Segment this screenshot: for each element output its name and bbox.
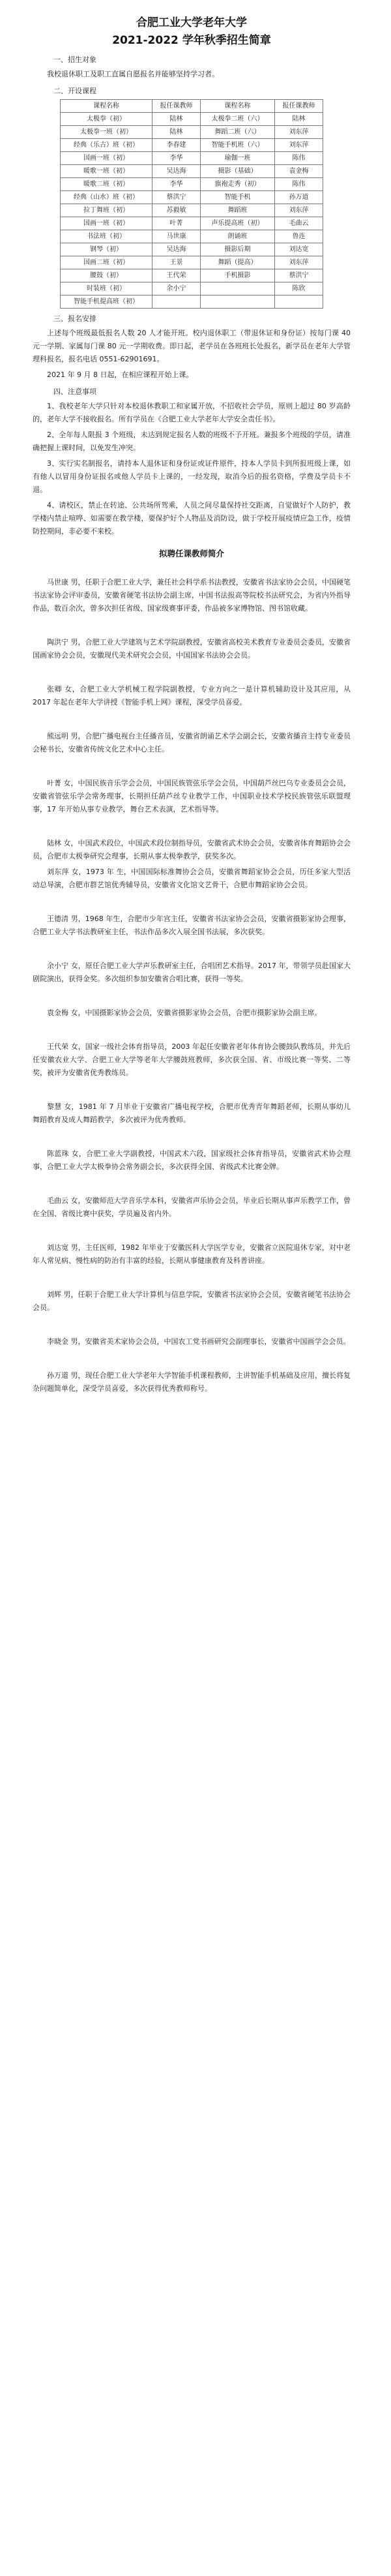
table-cell: 智能手机班（六） — [200, 139, 274, 152]
table-cell: 国画二班（初） — [61, 256, 152, 269]
table-row — [61, 165, 323, 178]
table-cell: 鲁连 — [275, 230, 323, 243]
table-cell — [275, 295, 323, 309]
teacher-bio: 陆林 女，中国武术段位，中国武术段位制指导员，安徽省武术协会会员，安徽省体育舞蹈协会会员，合肥市太极拳研究会理事，长期从事太极拳教学，获奖多次。 — [33, 839, 351, 860]
note-item: 3、实行实名制报名，请持本人退休证和身份证或证件原件，持本人学员卡到所报班级上课，如有他人以冒用身份证报名或他人学员卡上课的，一经发现，取消今后的报名资格，学费及学员卡不退。 — [33, 459, 351, 494]
section-heading-courses: 二、开设课程 — [53, 87, 96, 95]
teacher-bio: 毛曲云 女，安徽师范大学音乐学本科，安徽省声乐协会会员，毕业后长期从事声乐教学工作，曾在全国、省级比赛中获奖，学员遍及省内外。 — [33, 1196, 351, 1218]
table-cell: 叶菁 — [152, 217, 201, 230]
table-cell: 摄影（基础） — [200, 165, 274, 178]
table-cell: 马世康 — [152, 230, 201, 243]
teacher-list — [33, 576, 351, 1395]
table-cell: 智能手机 — [200, 191, 274, 204]
table-cell: 袁金梅 — [275, 165, 323, 178]
table-cell: 舞蹈二班（六） — [200, 126, 274, 139]
table-cell: 经典（乐古）班（初） — [61, 139, 152, 152]
table-cell: 智能手机提高班（初） — [61, 295, 152, 309]
table-cell: 王代荣 — [152, 269, 201, 282]
table-row — [61, 217, 323, 230]
table-row — [61, 295, 323, 309]
enrollment-text-1: 上述每个班级最低报名人数 20 人才能开班。校内退休职工（带退休证和身份证）按每门课 40 元一学期、家属每门课 80 元一学期收费。即日起，老学员在各班班长处报名，新学员在老年大学管理科报名，报名电话 0551-62901691。 — [33, 329, 351, 363]
table-cell: 刘东萍 — [275, 204, 323, 217]
table-cell: 刘东萍 — [275, 256, 323, 269]
table-cell: 李华 — [152, 152, 201, 165]
table-cell — [200, 282, 274, 295]
col-header-teacher-2: 报任课教师 — [275, 100, 323, 113]
table-cell: 李春建 — [152, 139, 201, 152]
table-cell: 瑜伽一班 — [200, 152, 274, 165]
teacher-bio: 刘达宽 男，主任医师，1982 年毕业于安徽医科大学医学专业，安徽省立医院退休专家，对中老年人常见病、慢性病的防治有丰富的经验，长期从事健康教育及科普讲座。 — [33, 1243, 351, 1265]
table-cell: 国画一班（初） — [61, 152, 152, 165]
table-cell: 蔡洪宁 — [152, 191, 201, 204]
table-cell: 钢琴（初） — [61, 243, 152, 256]
table-cell — [152, 295, 201, 309]
teacher-bio: 陈蓝珠 女，合肥工业大学副教授，中国武术六段，国家级社会体育指导员，安徽省武术协会理事，合肥工业大学太极拳协会常务副会长，多次获得全国、省级武术比赛金牌。 — [33, 1149, 351, 1171]
table-row — [61, 256, 323, 269]
table-cell: 时装班（初） — [61, 282, 152, 295]
col-header-teacher: 报任课教师 — [152, 100, 201, 113]
table-cell: 舞蹈（提高） — [200, 256, 274, 269]
table-cell: 李华 — [152, 178, 201, 191]
teacher-bio: 刘东萍 女，1973 年 生，中国国际标准舞协会会员，安徽省舞蹈家协会会员，历任多家大型活动总导演，合肥市群艺馆优秀辅导员，安徽省文化馆文艺骨干，合肥市舞蹈家协会会员。 — [33, 868, 351, 889]
table-cell: 舞蹈班 — [200, 204, 274, 217]
table-row — [61, 282, 323, 295]
teacher-bio: 王代荣 女，国家一级社会体育指导员，2003 年起任安徽省老年体育协会腰鼓队教练员，并先后任安徽农业大学、合肥工业大学等老年大学腰鼓班教师，多次获全国、省、市级比赛一等奖、二等奖，被评为安徽省优秀教练员。 — [33, 1042, 351, 1077]
teacher-bio: 叶菁 女，中国民族音乐学会会员，中国民族管弦乐学会会员，中国葫芦丝巴乌专业委员会会员，安徽省管弦乐学会常务理事，长期担任葫芦丝专业教学工作，中国职业技术学校民族管弦乐联盟理事，17 年开始从事专业教学，舞台艺术表演，艺术指导等。 — [33, 779, 351, 813]
table-row — [61, 152, 323, 165]
teacher-bio: 王德清 男，1968 年生，合肥市少年宫主任，安徽省书法家协会会员，安徽省摄影家协会理事，合肥工业大学书法教研室主任，书法作品多次入展全国书法展，多次获奖。 — [33, 915, 351, 936]
table-cell: 声乐提高班（初） — [200, 217, 274, 230]
col-header-course-name-2: 课程名称 — [200, 100, 274, 113]
table-cell: 太极拳一班（初） — [61, 126, 152, 139]
course-table — [60, 99, 323, 309]
teacher-bio: 熊远明 男，合肥广播电视台主任播音员，安徽省朗诵艺术学会副会长，安徽省播音主持专业委员会秘书长，安徽省传统文化艺术中心主任。 — [33, 732, 351, 753]
table-cell: 摄影后期 — [200, 243, 274, 256]
table-row — [61, 230, 323, 243]
teacher-bio: 黎慧 女，1981 年 7 月毕业于安徽省广播电视学校，合肥市优秀青年舞蹈老师，长期从事幼儿舞蹈教育及成人舞蹈教学，多次被评为优秀教师。 — [33, 1102, 351, 1124]
table-cell: 拉丁舞班（初） — [61, 204, 152, 217]
table-row — [61, 204, 323, 217]
course-table-header-row — [61, 100, 323, 113]
table-row — [61, 269, 323, 282]
table-cell: 刘达宽 — [275, 243, 323, 256]
table-cell: 太极拳（初） — [61, 113, 152, 126]
note-item: 2、全年每人限报 3 个班级，未达到规定报名人数的班级不予开班。兼报多个班级的学员，请准确把握上课时间，以免发生冲突。 — [33, 431, 351, 452]
table-cell: 陆林 — [275, 113, 323, 126]
table-cell: 经典（山水）班（初） — [61, 191, 152, 204]
teacher-bio: 马世康 男，任职于合肥工业大学，兼任社会科学系书法教授，安徽省书法家协会会员，中国硬笔书法家协会评审委员，安徽省硬笔书法协会副主席，中国书法报高等院校书法研究会，为省内外指导作品，数百余次，曾多次担任省级、国家级赛事评委，作品被多家博物馆、图书馆收藏。 — [33, 578, 351, 613]
table-cell: 刘东萍 — [275, 139, 323, 152]
teacher-bio: 陶洪宁 男，合肥工业大学建筑与艺术学院副教授，安徽省高校美术教育专业委员会委员，安徽省国画家协会会员，安徽现代美术研究会会员，中国国家书法协会会员。 — [33, 638, 351, 659]
page-title: 合肥工业大学老年大学 — [136, 16, 247, 29]
teacher-bio: 袁金梅 女，中国摄影家协会会员，安徽省摄影家协会会员，合肥市摄影家协会副主席。 — [47, 1008, 322, 1017]
teacher-bio: 李晓金 男，安徽省美术家协会会员，中国农工党书画研究会副理事长，安徽省中国画学会会员。 — [47, 1337, 351, 1346]
teacher-bio: 刘辉 男，任职于合肥工业大学计算机与信息学院，安徽省书法家协会会员，安徽省硬笔书法协会会员。 — [33, 1290, 351, 1312]
table-row — [61, 178, 323, 191]
table-cell: 陈伟 — [275, 178, 323, 191]
table-cell: 吴达海 — [152, 243, 201, 256]
table-cell: 余小宁 — [152, 282, 201, 295]
table-cell: 太极拳二班（六） — [200, 113, 274, 126]
table-cell: 国画一班（初） — [61, 217, 152, 230]
teacher-bio: 余小宁 女，原任合肥工业大学声乐教研室主任，合唱团艺术指导。2017 年，带领学员赴国家大剧院演出，获得金奖。多次组织参加安徽省合唱比赛，获得一等奖。 — [33, 962, 351, 983]
table-cell: 陈伟 — [275, 152, 323, 165]
table-cell: 旗袍走秀（初） — [200, 178, 274, 191]
teacher-bio: 张卿 女，合肥工业大学机械工程学院副教授，专业方向之一是计算机辅助设计及其应用，从 2017 年起在老年大学讲授《智能手机上网》课程，深受学员喜爱。 — [33, 685, 351, 706]
table-cell: 刘东萍 — [275, 126, 323, 139]
table-cell: 吴达海 — [152, 165, 201, 178]
table-cell: 陆林 — [152, 126, 201, 139]
page-subtitle: 2021-2022 学年秋季招生简章 — [112, 34, 271, 47]
table-row — [61, 139, 323, 152]
table-cell — [200, 295, 274, 309]
table-cell: 陆林 — [152, 113, 201, 126]
section-heading-enrollment: 三、报名安排 — [53, 314, 96, 323]
table-cell: 书法班（初） — [61, 230, 152, 243]
section-heading-notes: 四、注意事项 — [53, 387, 96, 396]
table-row — [61, 243, 323, 256]
note-item: 1、我校老年大学只针对本校退休教职工和家属开放，不招收社会学员，原则上超过 80 岁高龄的，老年大学不接收报名。所有学员在《合肥工业大学老年大学安全责任书》。 — [33, 402, 351, 423]
teachers-heading: 拟聘任课教师简介 — [158, 549, 224, 558]
enrollment-text-2: 2021 年 9 月 8 日起，在相应课程开始上课。 — [47, 371, 194, 379]
table-cell: 陈欣 — [275, 282, 323, 295]
col-header-course-name: 课程名称 — [61, 100, 152, 113]
table-row — [61, 191, 323, 204]
table-cell: 蔡洪宁 — [275, 269, 323, 282]
table-cell: 朗诵班 — [200, 230, 274, 243]
table-cell: 暖歌一班（初） — [61, 165, 152, 178]
table-row — [61, 126, 323, 139]
recruit-target-text: 我校退休职工及职工直属自愿报名并能够坚持学习者。 — [47, 70, 219, 78]
table-row — [61, 113, 323, 126]
table-cell: 王景 — [152, 256, 201, 269]
table-cell: 毛曲云 — [275, 217, 323, 230]
course-table-body — [61, 113, 323, 309]
table-cell: 腰鼓（初） — [61, 269, 152, 282]
section-heading-recruit-target: 一、招生对象 — [53, 55, 96, 64]
table-cell: 苏毅敏 — [152, 204, 201, 217]
table-cell: 暖歌二班（初） — [61, 178, 152, 191]
table-cell: 手机摄影 — [200, 269, 274, 282]
teacher-bio: 孙万道 男，现任合肥工业大学老年大学智能手机课程教师，主讲智能手机基础及应用，擅长将复杂问题简单化，深受学员喜爱，多次获得优秀教师称号。 — [33, 1371, 351, 1393]
note-item: 4、请校区，禁止在转途、公共场所驾乘，人员之间尽量保持社交距离，自觉做好个人防护，教学楼内禁止喧哗、如需要在教学楼，要保护好个人物品及消防设，做于学校开展疫情应急工作，疫情防控期间，非必要不来校。 — [33, 501, 351, 536]
table-cell: 孙万道 — [275, 191, 323, 204]
